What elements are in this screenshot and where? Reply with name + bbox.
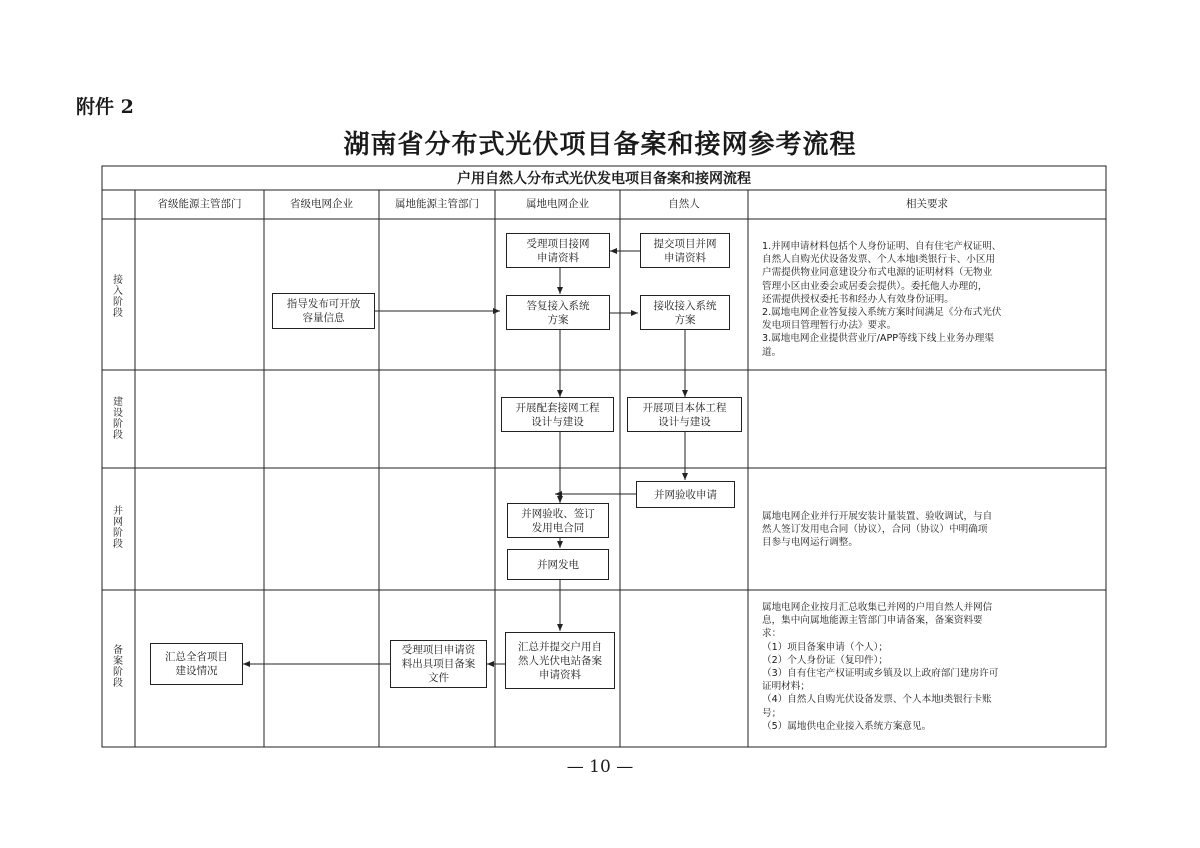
- submit-application-box: 提交项目并网 申请资料: [640, 233, 730, 268]
- summarize-submit-box: 汇总并提交户用自 然人光伏电站备案 申请资料: [505, 632, 615, 689]
- phase-label-access: 接入阶段: [113, 275, 123, 319]
- column-header: 属地能源主管部门: [395, 198, 479, 210]
- column-header: 相关要求: [906, 198, 948, 210]
- filing-requirements: 属地电网企业按月汇总收集已并网的户用自然人并网信 息，集中向属地能源主管部门申请备案，备案资料要 求： （1）项目备案申请（个人）； （2）个人身份证（复印件）； （3）自有住宅产权证明或乡镇及以上政府部门建房许可 证明材料； （4）自然人自购光伏设备发票、个人本地I类银行卡账 号； （5）属地供电企业接入系统方案意见。: [762, 602, 999, 732]
- phase-label-grid: 并网阶段: [113, 506, 123, 550]
- summarize-province-box: 汇总全省项目 建设情况: [150, 643, 243, 685]
- column-header: 省级能源主管部门: [157, 198, 242, 210]
- column-header: 自然人: [668, 198, 700, 210]
- project-construction-box: 开展项目本体工程 设计与建设: [627, 397, 742, 432]
- flow-subtitle: 户用自然人分布式光伏发电项目备案和接网流程: [457, 171, 751, 187]
- access-requirements: 1.并网申请材料包括个人身份证明、自有住宅产权证明、 自然人自购光伏设备发票、个人本地I类银行卡、小区用 户需提供物业同意建设分布式电源的证明材料（无物业 管理小区由业委会或居委会提供）。委托他人办理的， 还需提供授权委托书和经办人有效身份证明。 2.属地电网企业答复接入系统方案时间满足《分布式光伏 发电项目管理暂行办法》要求。 3.属地电网企业提供营业厅/APP等线下线上业务办理渠 道。: [762, 241, 1002, 358]
- phase-label-construction: 建设阶段: [113, 397, 123, 441]
- attachment-label: 附件 2: [76, 96, 134, 118]
- page-number: — 10 —: [566, 757, 634, 777]
- accept-filing-box: 受理项目申请资 料出具项目备案 文件: [390, 640, 487, 688]
- receive-scheme-box: 接收接入系统 方案: [640, 295, 730, 330]
- column-header: 属地电网企业: [526, 198, 589, 210]
- accept-application-box: 受理项目接网 申请资料: [506, 233, 610, 268]
- grid-acceptance-request-box: 并网验收申请: [636, 481, 735, 508]
- page-title: 湖南省分布式光伏项目备案和接网参考流程: [343, 130, 857, 160]
- publish-capacity-box: 指导发布可开放 容量信息: [272, 293, 375, 329]
- grid-requirements: 属地电网企业并行开展安装计量装置、验收调试，与自 然人签订发用电合同（协议），合同（协议）中明确项 目参与电网运行调整。: [762, 511, 993, 549]
- grid-generation-box: 并网发电: [507, 549, 609, 580]
- reply-scheme-box: 答复接入系统 方案: [506, 295, 610, 330]
- phase-label-filing: 备案阶段: [113, 645, 123, 689]
- column-header: 省级电网企业: [290, 198, 353, 210]
- acceptance-contract-box: 并网验收、签订 发用电合同: [507, 503, 609, 538]
- grid-construction-box: 开展配套接网工程 设计与建设: [501, 397, 614, 432]
